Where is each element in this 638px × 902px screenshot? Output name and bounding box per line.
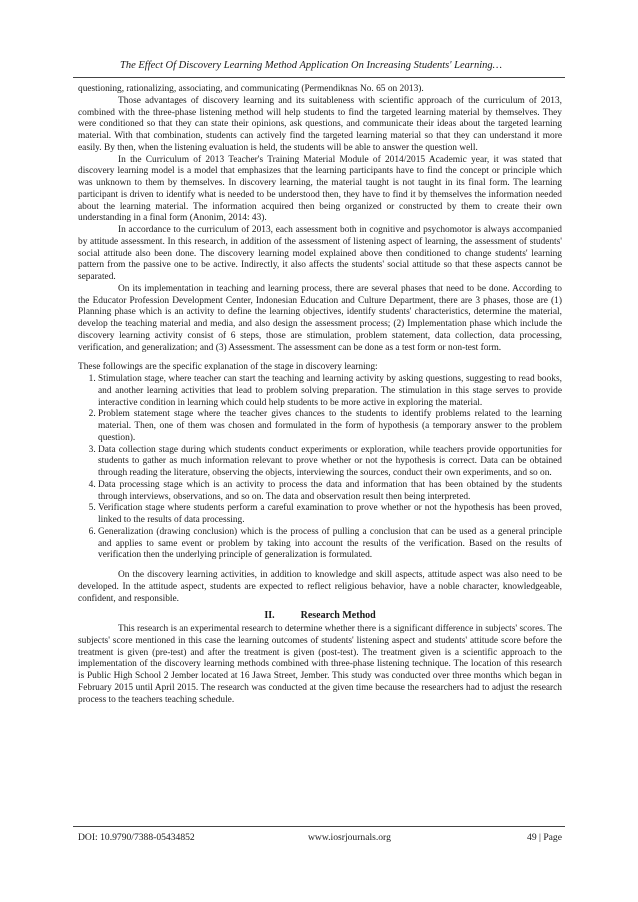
list-item: 6. Generalization (drawing conclusion) which is the process of pulling a conclusion that can be used as a general principle and applies to same event or problem by taking into account the results of the verification. Based on the results of verification then the underlying principle of generalization is formulated. [98,527,562,562]
section-number: II. [264,610,275,622]
footer-rule [73,826,565,827]
spacer [78,562,562,570]
list-item: 3. Data collection stage during which students conduct experiments or exploration, while teachers provide opportunities for students to gather as much information relevant to prove whether or not the hypothesis is correct. Data can be obtained through reading the literature, observing the objects, interviewing the sources, conduct their own experiments, and so on. [98,445,562,480]
paragraph: On the discovery learning activities, in addition to knowledge and skill aspects, attitude aspect was also need to be developed. In the attitude aspect, students are expected to reflect religious behavior, have a noble character, knowledgeable, confident, and responsible. [78,570,562,604]
section-heading [78,610,562,622]
list-item: 4. Data processing stage which is an activity to process the data and information that has been obtained by the students through interviews, observations, and so on. The data and observation result then being interpreted. [98,480,562,504]
footer-doi: DOI: 10.9790/7388-05434852 [78,832,195,843]
list-item: 5. Verification stage where students perform a careful examination to prove whether or not the hypothesis has been proved, linked to the results of data processing. [98,503,562,527]
paragraph: In the Curriculum of 2013 Teacher's Training Material Module of 2014/2015 Academic year, it was stated that discovery learning model is a model that emphasizes that the learning participants have to find the concept or principle which was unknown to them by themselves. In discovery learning, the material taught is not taught in its final form. The learning participant is driven to identify what is needed to be understood then, they have to find it by themselves the information needed about the learning material. The information acquired then being organized or constructed by them to create their own understanding in a final form (Anonim, 2014: 43). [78,154,562,224]
list-item: 1. Stimulation stage, where teacher can start the teaching and learning activity by asking questions, suggesting to read books, and another learning activities that lead to problem solving preparation. The stimulation in this stage serves to provide interactive condition in learning which could help students to be more active in exploring the material. [98,374,562,409]
paragraph-continuation: questioning, rationalizing, associating, and communicating (Permendiknas No. 65 on 2013). [78,84,424,94]
paragraph: This research is an experimental research to determine whether there is a significant difference in subjects' scores. The subjects' score mentioned in this case the learning outcomes of students' listening aspect and students' attitude score before the treatment is given (pre-test) and after the treatment is given (post-test). The treatment given is a scientific approach to the implementation of the discovery learning methods combined with three-phase listening technique. The location of this research is Public High School 2 Jember located at 16 Jawa Street, Jember. This study was conducted over three months which began in February 2015 until April 2015. The research was conducted at the given time because the researchers had to adjust the research process to the teachers teaching schedule. [78,624,562,705]
section-title: Research Method [300,610,376,622]
body-text [78,84,562,706]
list-intro: These followings are the specific explanation of the stage in discovery learning: [78,362,378,373]
paragraph: In accordance to the curriculum of 2013, each assessment both in cognitive and psychomotor is always accompanied by attitude assessment. In this research, in addition of the assessment of listening aspect of learning, the assessment of students' social attitude also been done. The discovery learning model explained above then conditioned to change students' learning pattern from the passive one to be active. Indirectly, it also affects the students' social attitude so that these aspects cannot be separated. [78,225,562,282]
paragraph: On its implementation in teaching and learning process, there are several phases that need to be done. According to the Educator Profession Development Center, Indonesian Education and Culture Department, there are 3 phases, those are (1) Planning phase which is an activity to define the learning objectives, identify students' characteristics, determine the material, develop the teaching material and media, and also design the assessment process; (2) Implementation phase which include the discovery learning activity consist of 6 steps, those are stimulation, problem statement, data collection, data processing, verification, and generalization; and (3) Assessment. The assessment can be done as a test form or non-test form. [78,283,562,353]
running-title: The Effect Of Discovery Learning Method Application On Increasing Students' Learning… [120,60,502,71]
footer-website: www.iosrjournals.org [308,832,391,843]
paragraph: Those advantages of discovery learning and its suitableness with scientific approach of the curriculum of 2013, combined with the three-phase listening method will help students to find the targeted learning material by themselves. They were conditioned so that they can state their opinions, ask questions, and communicate their ideas about the targeted learning material. With that combination, students can actively find the targeted learning material so that they can understand it more easily. By then, when the listening evaluation is held, the students will be able to answer the question well. [78,95,562,153]
header-rule [73,77,565,78]
footer-page-number: 49 | Page [527,832,562,843]
stage-list [78,374,562,562]
list-item: 2. Problem statement stage where the teacher gives chances to the students to identify problems related to the learning material. Then, one of them was chosen and formulated in the form of hypothesis (a temporary answer to the problem question). [98,409,562,444]
